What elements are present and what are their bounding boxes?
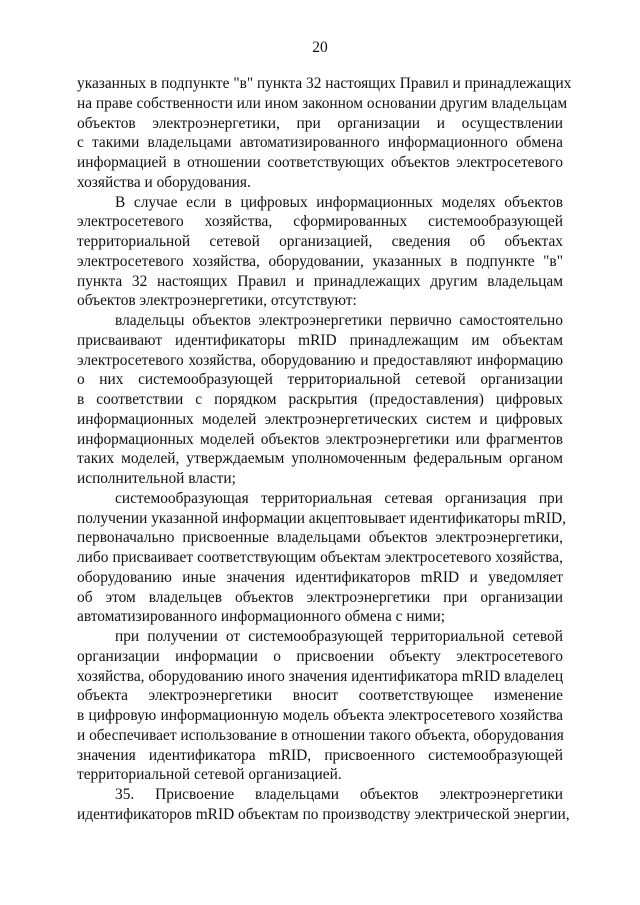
text-line: получении указанной информации акцептовывает идентификаторы mRID, bbox=[77, 509, 566, 527]
text-line: первоначально присвоенные владельцами объектов электроэнергетики, bbox=[77, 529, 563, 547]
text-line: и обеспечивает использование в отношении такого объекта, оборудования bbox=[77, 726, 564, 744]
text-line: указанных в подпункте "в" пункта 32 настоящих Правил и принадлежащих bbox=[77, 75, 572, 92]
text-line: идентификаторов mRID объектам по производству электрической энергии, bbox=[77, 805, 570, 823]
text-line: таких моделей, утверждаемым уполномоченным федеральным органом bbox=[77, 450, 563, 468]
text-line: присваивают идентификаторы mRID принадлежащим им объектам bbox=[77, 331, 563, 349]
paragraph bbox=[77, 627, 563, 785]
paragraph bbox=[77, 193, 563, 312]
paragraph bbox=[77, 74, 572, 193]
text-line: территориальной сетевой организацией. bbox=[77, 766, 342, 784]
text-line: о них системообразующей территориальной сетевой организации bbox=[77, 371, 563, 389]
text-line: оборудованию иные значения идентификаторов mRID и уведомляет bbox=[77, 568, 563, 586]
text-line: об этом владельцев объектов электроэнергетики при организации bbox=[77, 588, 563, 606]
text-line: информационных моделей объектов электроэнергетики или фрагментов bbox=[77, 430, 563, 448]
text-line: объектов электроэнергетики, при организации и осуществлении bbox=[77, 114, 563, 132]
text-line: либо присваивает соответствующим объектам электросетевого хозяйства, bbox=[77, 549, 563, 566]
text-line: электросетевого хозяйства, оборудованию и предоставляют информацию bbox=[77, 351, 563, 369]
text-line: пункта 32 настоящих Правил и принадлежащих другим владельцам bbox=[77, 272, 563, 290]
text-line: электросетевого хозяйства, сформированных системообразующей bbox=[77, 213, 563, 231]
paragraph bbox=[77, 311, 563, 489]
text-line: территориальной сетевой организацией, сведения об объектах bbox=[77, 233, 563, 250]
text-line: в соответствии с порядком раскрытия (предоставления) цифровых bbox=[77, 391, 563, 408]
text-line: хозяйства и оборудования. bbox=[77, 173, 251, 191]
text-line: автоматизированного информационного обмена с ними; bbox=[77, 608, 446, 626]
text-line: системообразующая территориальная сетевая организация при bbox=[115, 489, 563, 507]
text-line: на праве собственности или ином законном основании другим владельцам bbox=[77, 94, 568, 112]
text-line: при получении от системообразующей территориальной сетевой bbox=[115, 628, 563, 645]
text-line: исполнительной власти; bbox=[77, 470, 236, 487]
page-number: 20 bbox=[312, 39, 328, 56]
text-line: в цифровую информационную модель объекта электросетевого хозяйства bbox=[77, 707, 563, 724]
text-line: электросетевого хозяйства, оборудовании, указанных в подпункте "в" bbox=[77, 252, 563, 270]
text-line: хозяйства, оборудованию иного значения идентификатора mRID владелец bbox=[77, 667, 564, 685]
text-line: значения идентификатора mRID, присвоенного системообразующей bbox=[77, 746, 563, 764]
text-line: В случае если в цифровых информационных моделях объектов bbox=[115, 193, 563, 211]
text-line: владельцы объектов электроэнергетики первично самостоятельно bbox=[115, 312, 563, 329]
text-line: организации информации о присвоении объекту электросетевого bbox=[77, 647, 563, 665]
text-line: информационных моделей электроэнергетических систем и цифровых bbox=[77, 410, 563, 428]
text-line: 35. Присвоение владельцами объектов электроэнергетики bbox=[115, 786, 563, 803]
text-line: объекта электроэнергетики вносит соответствующее изменение bbox=[77, 687, 563, 705]
document-body bbox=[77, 74, 572, 825]
text-line: с такими владельцами автоматизированного информационного обмена bbox=[77, 134, 563, 152]
paragraph bbox=[77, 489, 566, 627]
text-line: информацией в отношении соответствующих объектов электросетевого bbox=[77, 154, 563, 171]
paragraph bbox=[77, 785, 570, 825]
text-line: объектов электроэнергетики, отсутствуют: bbox=[77, 292, 357, 310]
